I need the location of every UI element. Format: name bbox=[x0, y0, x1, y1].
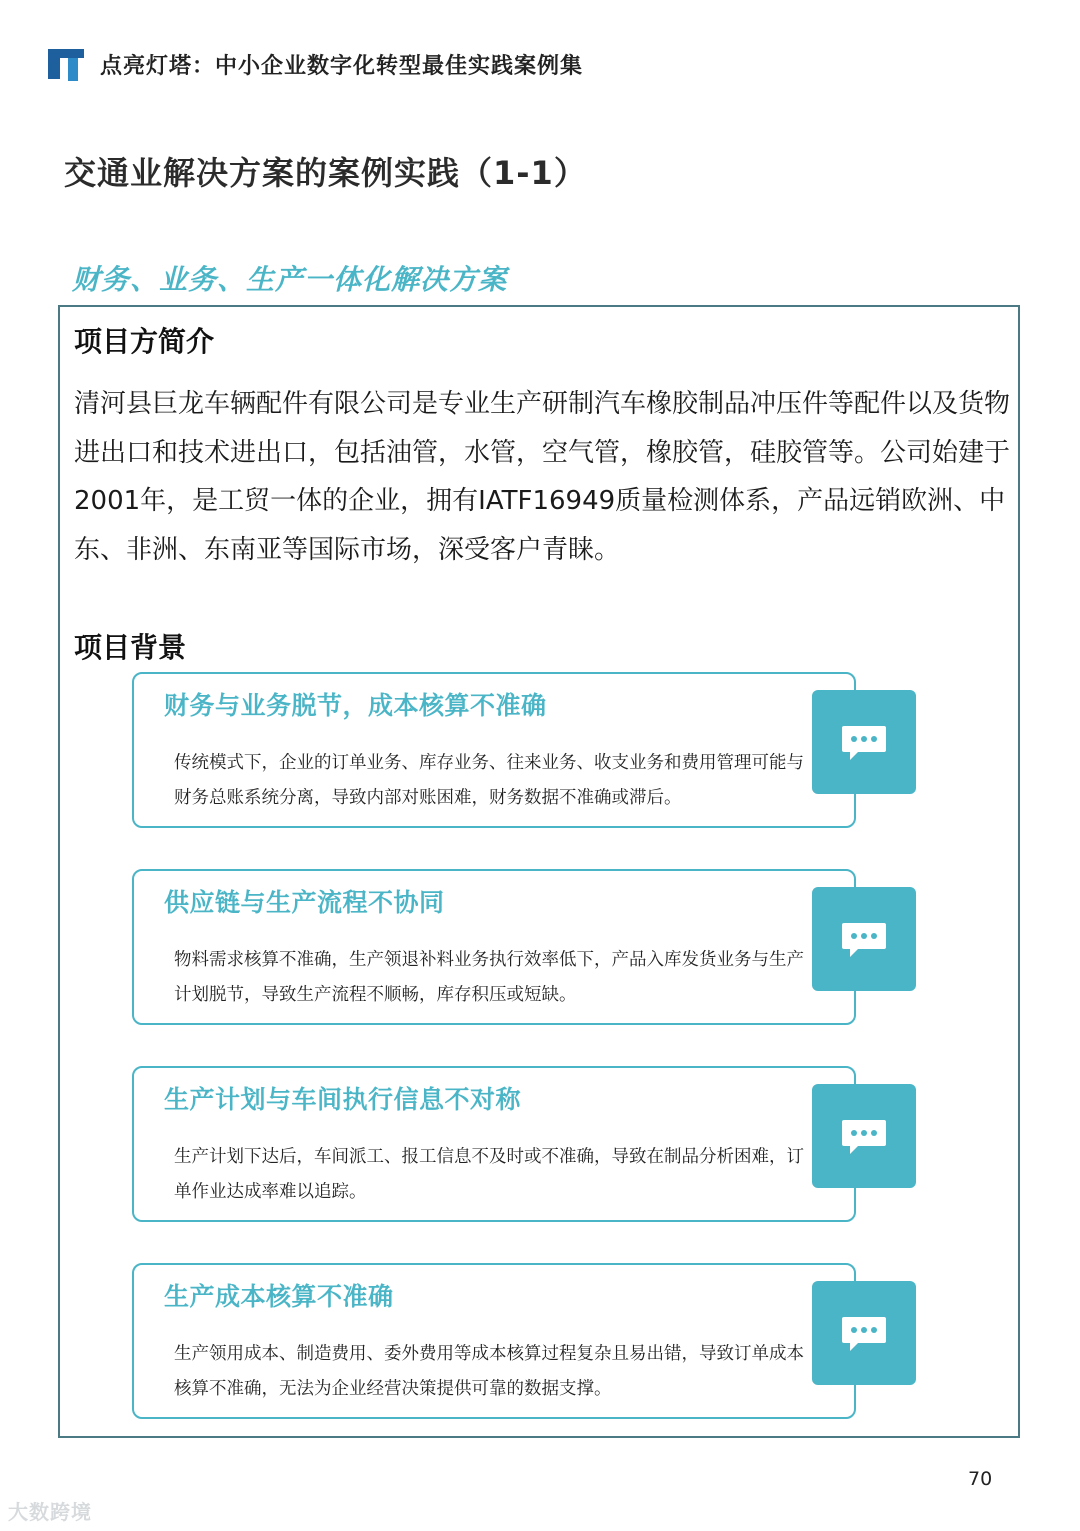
background-card bbox=[132, 1263, 856, 1419]
card-title: 财务与业务脱节，成本核算不准确 bbox=[164, 691, 547, 720]
intro-text: 清河县巨龙车辆配件有限公司是专业生产研制汽车橡胶制品冲压件等配件以及货物进出口和技术进出口，包括油管，水管，空气管，橡胶管，硅胶管等。公司始建于2001年，是工贸一体的企业，拥有IATF16949质量检测体系，产品远销欧洲、中东、非洲、东南亚等国际市场，深受客户青睐。 bbox=[74, 389, 1011, 565]
card-text: 生产领用成本、制造费用、委外费用等成本核算过程复杂且易出错，导致订单成本核算不准确，无法为企业经营决策提供可靠的数据支撑。 bbox=[174, 1344, 804, 1399]
background-card bbox=[132, 672, 856, 828]
intro-heading: 项目方简介 bbox=[74, 325, 215, 358]
card-text: 传统模式下，企业的订单业务、库存业务、往来业务、收支业务和费用管理可能与财务总账系统分离，导致内部对账困难，财务数据不准确或滞后。 bbox=[174, 753, 804, 808]
header-title: 点亮灯塔：中小企业数字化转型最佳实践案例集 bbox=[100, 53, 584, 79]
page-title: 交通业解决方案的案例实践（1-1） bbox=[64, 154, 587, 192]
chat-bubble-icon bbox=[812, 1084, 916, 1188]
watermark: 大数跨境 bbox=[8, 1500, 92, 1524]
page-header bbox=[48, 44, 583, 84]
card-text: 生产计划下达后，车间派工、报工信息不及时或不准确，导致在制品分析困难，订单作业达成率难以追踪。 bbox=[174, 1147, 804, 1202]
card-title: 生产成本核算不准确 bbox=[164, 1282, 394, 1311]
page-number: 70 bbox=[968, 1468, 993, 1490]
chat-bubble-icon bbox=[812, 690, 916, 794]
chat-bubble-icon bbox=[812, 1281, 916, 1385]
background-card bbox=[132, 869, 856, 1025]
card-title: 生产计划与车间执行信息不对称 bbox=[164, 1085, 522, 1114]
card-title: 供应链与生产流程不协同 bbox=[164, 888, 445, 917]
background-heading: 项目背景 bbox=[74, 631, 187, 664]
background-card bbox=[132, 1066, 856, 1222]
logo-icon bbox=[48, 45, 86, 83]
chat-bubble-icon bbox=[812, 887, 916, 991]
section-subtitle: 财务、业务、生产一体化解决方案 bbox=[72, 263, 508, 296]
card-text: 物料需求核算不准确，生产领退补料业务执行效率低下，产品入库发货业务与生产计划脱节，导致生产流程不顺畅，库存积压或短缺。 bbox=[174, 950, 804, 1005]
